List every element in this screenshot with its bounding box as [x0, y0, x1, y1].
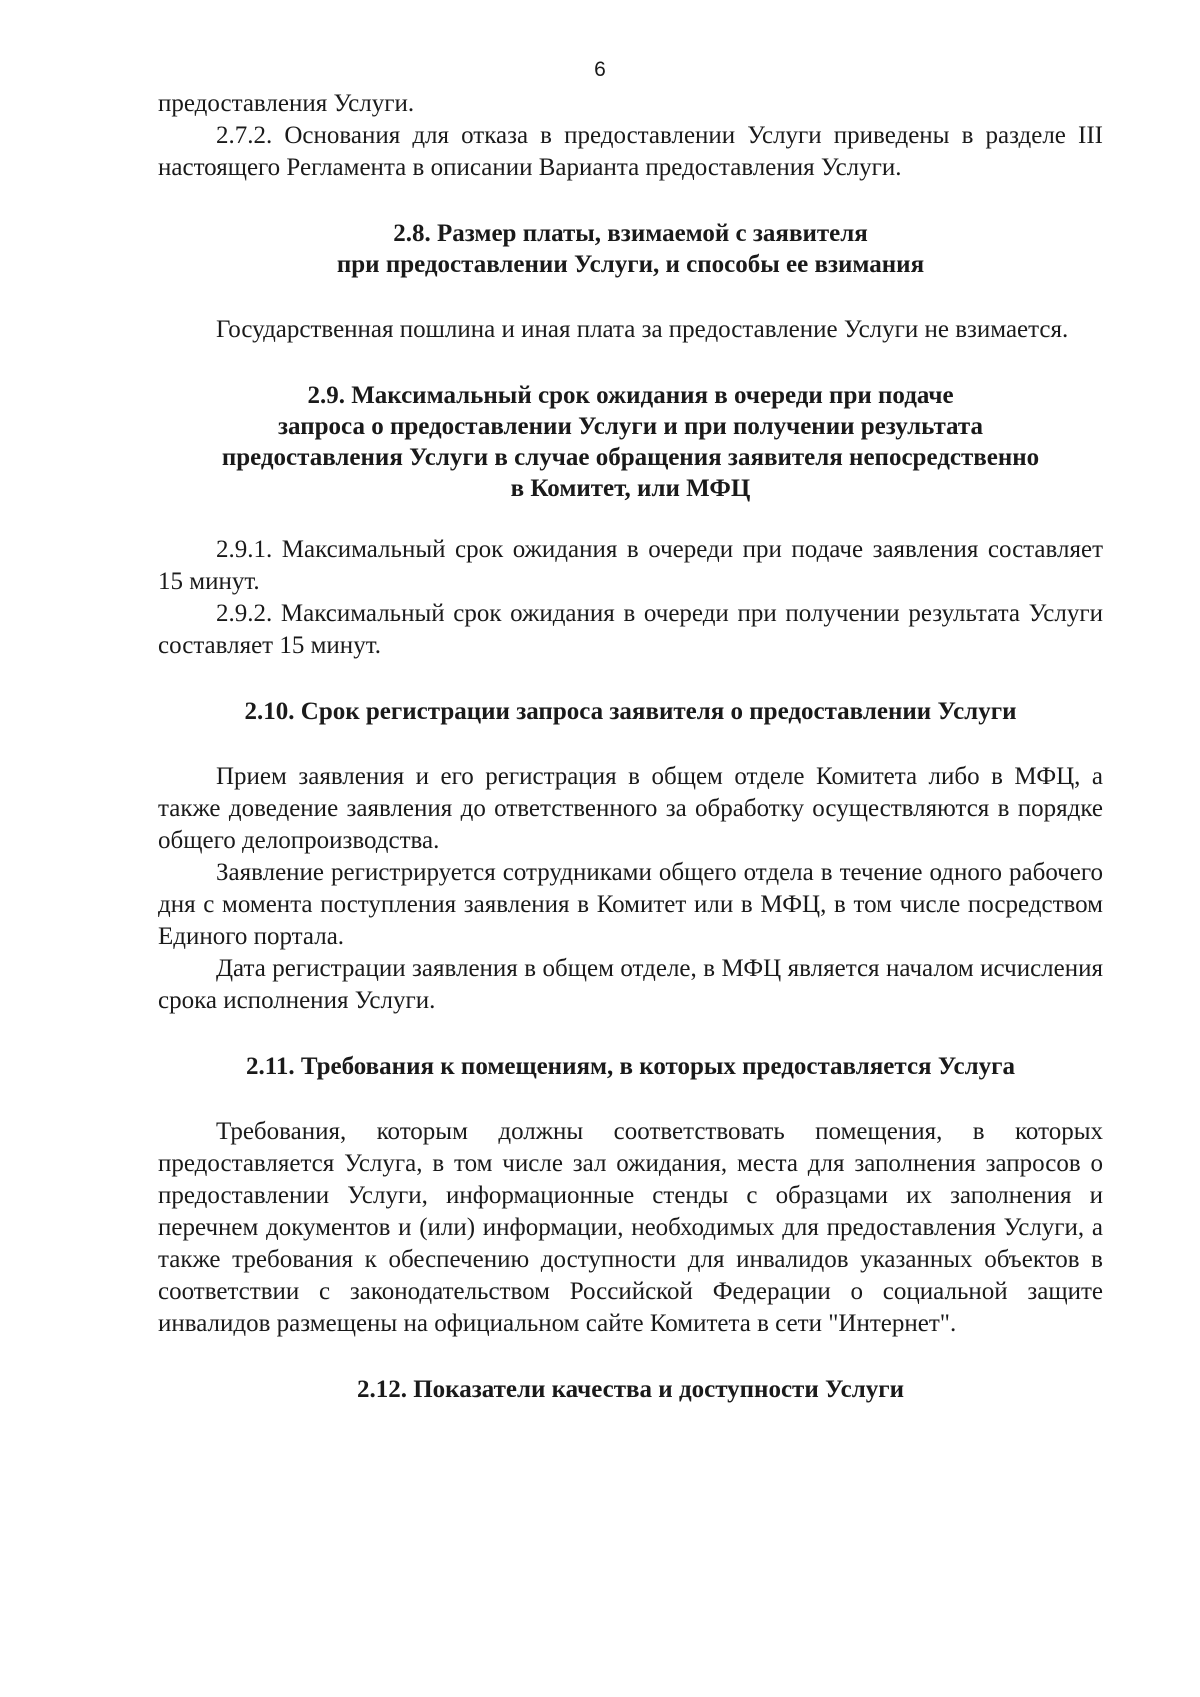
paragraph-fee: Государственная пошлина и иная плата за предоставление Услуги не взимается.: [216, 316, 1069, 343]
paragraph-premises: Требования, которым должны соответствовать помещения, в которых предоставляется Услуга, в том числе зал ожидания, места для заполнения запросов о предоставлении Услуги, информационные стенды с образцами их заполнения и перечнем документов и (или) информации, необходимых для предоставления Услуги, а также требования к обеспечению доступности для инвалидов указанных объектов в соответствии с законодательством Российской Федерации о социальной защите инвалидов размещены на официальном сайте Комитета в сети "Интернет".: [158, 1118, 1103, 1337]
paragraph-registration-date: Дата регистрации заявления в общем отделе, в МФЦ является началом исчисления срока исполнения Услуги.: [158, 955, 1103, 1014]
heading-line: при предоставлении Услуги, и способы ее взимания: [336, 251, 925, 278]
heading-line: предоставления Услуги в случае обращения заявителя непосредственно: [221, 444, 1040, 471]
paragraph-2-9-2: 2.9.2. Максимальный срок ожидания в очереди при получении результата Услуги составляет 15 минут.: [158, 600, 1103, 659]
section-heading-2-10: 2.10. Срок регистрации запроса заявителя о предоставлении Услуги: [244, 698, 1017, 725]
section-heading-2-8: [158, 218, 1103, 280]
paragraph-registration: Прием заявления и его регистрация в общем отделе Комитета либо в МФЦ, а также доведение заявления до ответственного за обработку осуществляются в порядке общего делопроизводства.: [158, 763, 1103, 854]
section-heading-2-9: [158, 380, 1103, 504]
section-heading-2-11: 2.11. Требования к помещениям, в которых предоставляется Услуга: [246, 1053, 1015, 1080]
page-number: 6: [594, 58, 606, 81]
section-heading-2-12: 2.12. Показатели качества и доступности Услуги: [356, 1376, 905, 1403]
paragraph-registration-term: Заявление регистрируется сотрудниками общего отдела в течение одного рабочего дня с момента поступления заявления в Комитет или в МФЦ, в том числе посредством Единого портала.: [158, 859, 1103, 950]
heading-line: запроса о предоставлении Услуги и при получении результата: [278, 413, 983, 440]
paragraph-2-9-1: 2.9.1. Максимальный срок ожидания в очереди при подаче заявления составляет 15 минут.: [158, 536, 1103, 595]
heading-line: в Комитет, или МФЦ: [510, 475, 751, 502]
paragraph-2-7-2: 2.7.2. Основания для отказа в предоставлении Услуги приведены в разделе III настоящего Регламента в описании Варианта предоставления Услуги.: [158, 122, 1103, 181]
document-body: [158, 88, 1103, 1405]
paragraph-continuation: предоставления Услуги.: [158, 90, 415, 117]
heading-line: 2.9. Максимальный срок ожидания в очереди при подаче: [307, 382, 954, 409]
heading-line: 2.8. Размер платы, взимаемой с заявителя: [393, 220, 868, 247]
